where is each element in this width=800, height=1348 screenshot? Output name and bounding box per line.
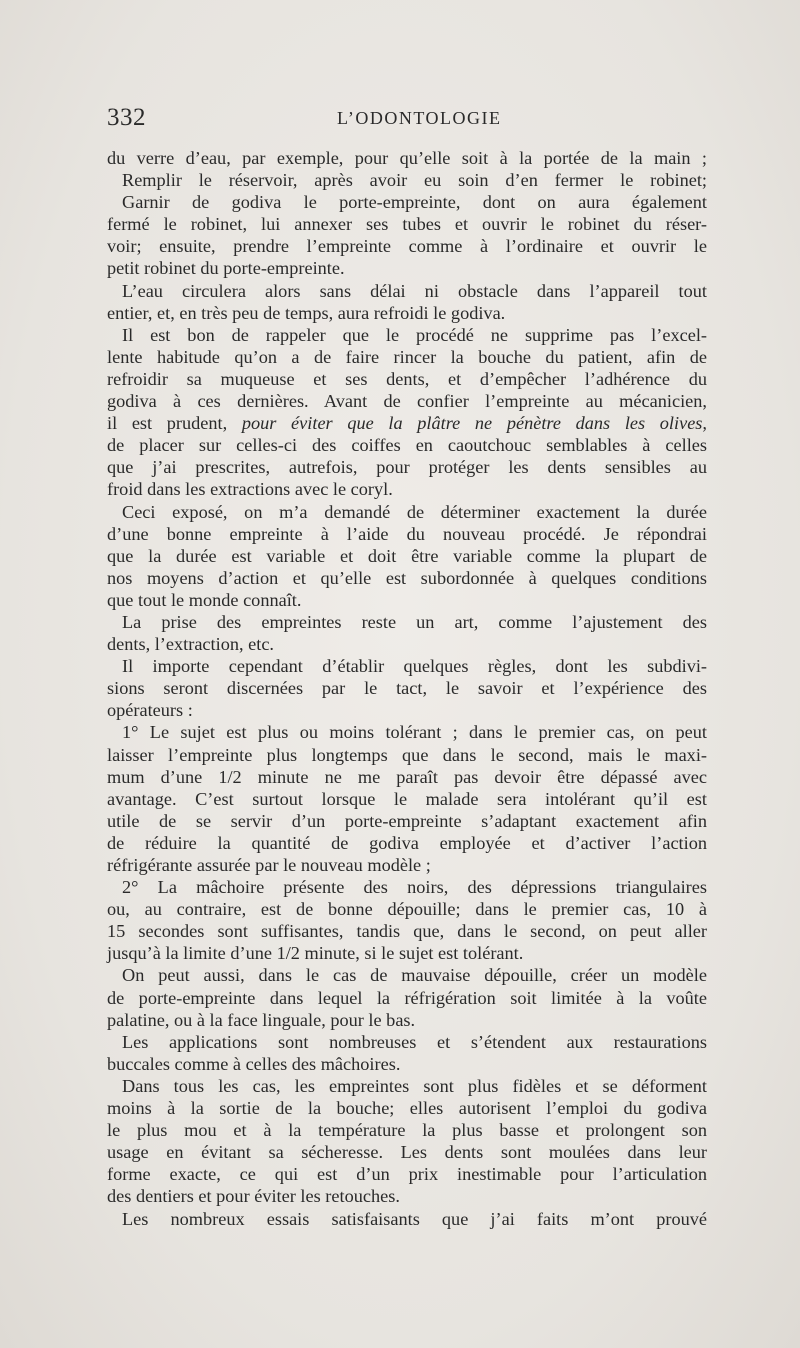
text-line-content: Dans tous les cas, les empreintes sont plus fidèles et se déforment [122, 1075, 707, 1096]
text-line [107, 235, 707, 257]
text-line-content: 2° La mâchoire présente des noirs, des dépressions triangulaires [122, 877, 707, 898]
text-line-content: On peut aussi, dans le cas de mauvaise dépouille, créer un modèle [122, 965, 707, 986]
text-line-content: jusqu’à la limite d’une 1/2 minute, si le sujet est tolérant. [107, 943, 524, 964]
text-line-content: Ceci exposé, on m’a demandé de déterminer exactement la durée [122, 501, 707, 522]
text-line [107, 1009, 707, 1031]
text-line [107, 898, 707, 920]
text-line-content: froid dans les extractions avec le coryl. [107, 479, 393, 500]
text-line [107, 699, 707, 721]
text-line-content: le plus mou et à la température la plus basse et prolongent son [107, 1120, 707, 1141]
text-line-content: fermé le robinet, lui annexer ses tubes et ouvrir le robinet du réser- [107, 214, 707, 235]
text-line-content: Garnir de godiva le porte-empreinte, dont on aura également [122, 192, 707, 213]
italic-text: pour éviter que la plâtre ne pénètre dans les olives, [241, 413, 707, 434]
text-line-content: petit robinet du porte-empreinte. [107, 258, 345, 279]
text-line-content: Les nombreux essais satisfaisants que j’ai faits m’ont prouvé [122, 1208, 707, 1229]
text-line [107, 744, 707, 766]
text-line-content: avantage. C’est surtout lorsque le malade sera intolérant qu’il est [107, 788, 707, 809]
text-line [107, 302, 707, 324]
text-line [107, 1075, 707, 1097]
text-line-content: mum d’une 1/2 minute ne me paraît pas devoir être dépassé avec [107, 766, 707, 787]
text-line-content: L’eau circulera alors sans délai ni obstacle dans l’appareil tout [122, 280, 707, 301]
text-line-content: usage en évitant sa sécheresse. Les dents sont moulées dans leur [107, 1142, 707, 1163]
text-line-content: moins à la sortie de la bouche; elles autorisent l’emploi du godiva [107, 1098, 707, 1119]
text-line-content: ou, au contraire, est de bonne dépouille; dans le premier cas, 10 à [107, 899, 707, 920]
text-line [107, 788, 707, 810]
text-line [107, 611, 707, 633]
text-line [107, 147, 707, 169]
text-line [107, 412, 707, 434]
text-line [107, 876, 707, 898]
text-line [107, 324, 707, 346]
text-line-content: réfrigérante assurée par le nouveau modèle ; [107, 855, 431, 875]
text-line [107, 456, 707, 478]
text-line-content: refroidir sa muqueuse et ses dents, et d’empêcher l’adhérence du [107, 368, 707, 389]
text-line-content: buccales comme à celles des mâchoires. [107, 1053, 401, 1074]
page-header [107, 104, 707, 136]
text-line [107, 478, 707, 500]
text-line-content: que tout le monde connaît. [107, 589, 302, 610]
text-line [107, 390, 707, 412]
text-line [107, 191, 707, 213]
text-line-content: 1° Le sujet est plus ou moins tolérant ; dans le premier cas, on peut [122, 722, 707, 743]
text-line-content: utile de se servir d’un porte-empreinte s’adaptant exactement afin [107, 810, 707, 831]
text-line-content: palatine, ou à la face linguale, pour le bas. [107, 1009, 416, 1030]
running-title: L’ODONTOLOGIE [337, 108, 502, 128]
text-line-content: du verre d’eau, par exemple, pour qu’elle soit à la portée de la main ; [107, 148, 707, 168]
text-line-content: forme exacte, ce qui est d’un prix inestimable pour l’articulation [107, 1164, 707, 1185]
text-line [107, 677, 707, 699]
text-line-content: de porte-empreinte dans lequel la réfrigération soit limitée à la voûte [107, 987, 707, 1008]
text-line-content: que j’ai prescrites, autrefois, pour protéger les dents sensibles au [107, 457, 707, 478]
text-line-content: sions seront discernées par le tact, le savoir et l’expérience des [107, 678, 707, 699]
text-line [107, 1119, 707, 1141]
text-line [107, 434, 707, 456]
text-line [107, 1097, 707, 1119]
text-line-content: Remplir le réservoir, après avoir eu soin d’en fermer le robinet; [122, 170, 707, 191]
text-line [107, 1031, 707, 1053]
text-line [107, 213, 707, 235]
page-number: 332 [107, 104, 146, 131]
text-line [107, 920, 707, 942]
text-line [107, 280, 707, 302]
text-line [107, 810, 707, 832]
text-line-content: d’une bonne empreinte à l’aide du nouveau procédé. Je répondrai [107, 523, 707, 544]
text-line-content: 15 secondes sont suffisantes, tandis que, dans le second, on peut aller [107, 921, 707, 942]
text-line [107, 854, 707, 876]
text-line [107, 1185, 707, 1207]
text-line-content: opérateurs : [107, 700, 193, 721]
text-line-content: godiva à ces dernières. Avant de confier l’empreinte au mécanicien, [107, 391, 707, 412]
text-line-content: que la durée est variable et doit être variable comme la plupart de [107, 545, 707, 566]
text-line [107, 633, 707, 655]
text-line-content: il est prudent, [107, 413, 242, 434]
text-line [107, 169, 707, 191]
text-line-content: des dentiers et pour éviter les retouches. [107, 1186, 400, 1207]
text-line [107, 1163, 707, 1185]
text-line-content: Il est bon de rappeler que le procédé ne supprime pas l’excel- [122, 324, 707, 345]
text-line [107, 1208, 707, 1230]
text-line-content: entier, et, en très peu de temps, aura refroidi le godiva. [107, 302, 506, 323]
text-line [107, 545, 707, 567]
text-line-content: Il importe cependant d’établir quelques règles, dont les subdivi- [122, 656, 707, 677]
text-line [107, 832, 707, 854]
text-line [107, 368, 707, 390]
text-line [107, 346, 707, 368]
text-line [107, 987, 707, 1009]
text-line-content: laisser l’empreinte plus longtemps que dans le second, mais le maxi- [107, 744, 707, 765]
text-line-content: lente habitude qu’on a de faire rincer la bouche du patient, afin de [107, 346, 707, 367]
text-line [107, 1141, 707, 1163]
text-line-content: Les applications sont nombreuses et s’étendent aux restaurations [122, 1031, 707, 1052]
text-line [107, 655, 707, 677]
text-line-content: de placer sur celles-ci des coiffes en caoutchouc semblables à celles [107, 435, 707, 456]
text-line [107, 766, 707, 788]
text-line-content: voir; ensuite, prendre l’empreinte comme à l’ordinaire et ouvrir le [107, 236, 707, 257]
text-line [107, 567, 707, 589]
text-line [107, 523, 707, 545]
text-line-content: nos moyens d’action et qu’elle est subordonnée à quelques conditions [107, 567, 707, 588]
body-text [107, 147, 707, 1230]
text-line [107, 1053, 707, 1075]
text-line-content: de réduire la quantité de godiva employée et d’activer l’action [107, 832, 707, 853]
text-line-content: La prise des empreintes reste un art, comme l’ajustement des [122, 611, 707, 632]
text-line [107, 964, 707, 986]
text-line [107, 257, 707, 279]
text-line [107, 721, 707, 743]
text-line [107, 589, 707, 611]
text-line [107, 501, 707, 523]
text-line [107, 942, 707, 964]
text-line-content: dents, l’extraction, etc. [107, 634, 275, 655]
